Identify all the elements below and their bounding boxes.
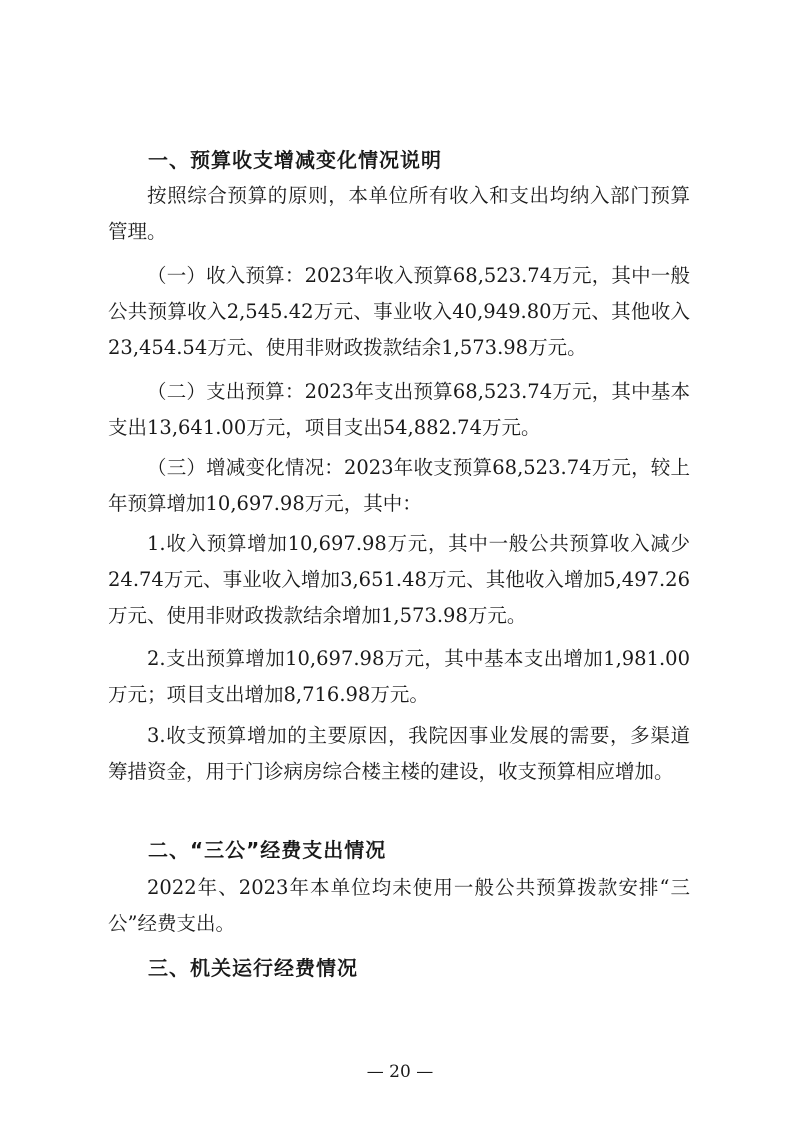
section-heading-budget-change: 一、预算收支增减变化情况说明 xyxy=(148,148,442,172)
paragraph-change-summary: （三）增减变化情况：2023年收支预算68,523.74万元，较上年预算增加10,697.98万元，其中： xyxy=(108,456,690,515)
section-heading-operating-expenses: 三、机关运行经费情况 xyxy=(148,956,358,980)
paragraph-expenditure-budget: （二）支出预算：2023年支出预算68,523.74万元，其中基本支出13,641.00万元，项目支出54,882.74万元。 xyxy=(108,380,690,439)
paragraph-intro: 按照综合预算的原则，本单位所有收入和支出均纳入部门预算管理。 xyxy=(108,184,690,243)
paragraph-income-increase: 1.收入预算增加10,697.98万元，其中一般公共预算收入减少24.74万元、事业收入增加3,651.48万元、其他收入增加5,497.26万元、使用非财政拨款结余增加1,573.98万元。 xyxy=(108,532,690,627)
section-heading-three-public: 二、“三公”经费支出情况 xyxy=(148,838,387,862)
paragraph-three-public: 2022年、2023年本单位均未使用一般公共预算拨款安排“三公”经费支出。 xyxy=(108,876,690,935)
page-number: — 20 — xyxy=(366,1062,434,1082)
paragraph-expenditure-increase: 2.支出预算增加10,697.98万元，其中基本支出增加1,981.00万元；项目支出增加8,716.98万元。 xyxy=(108,647,690,706)
paragraph-income-budget: （一）收入预算：2023年收入预算68,523.74万元，其中一般公共预算收入2,545.42万元、事业收入40,949.80万元、其他收入23,454.54万元、使用非财政拨款结余1,573.98万元。 xyxy=(108,264,690,359)
paragraph-reason: 3.收支预算增加的主要原因，我院因事业发展的需要，多渠道筹措资金，用于门诊病房综合楼主楼的建设，收支预算相应增加。 xyxy=(108,724,690,783)
